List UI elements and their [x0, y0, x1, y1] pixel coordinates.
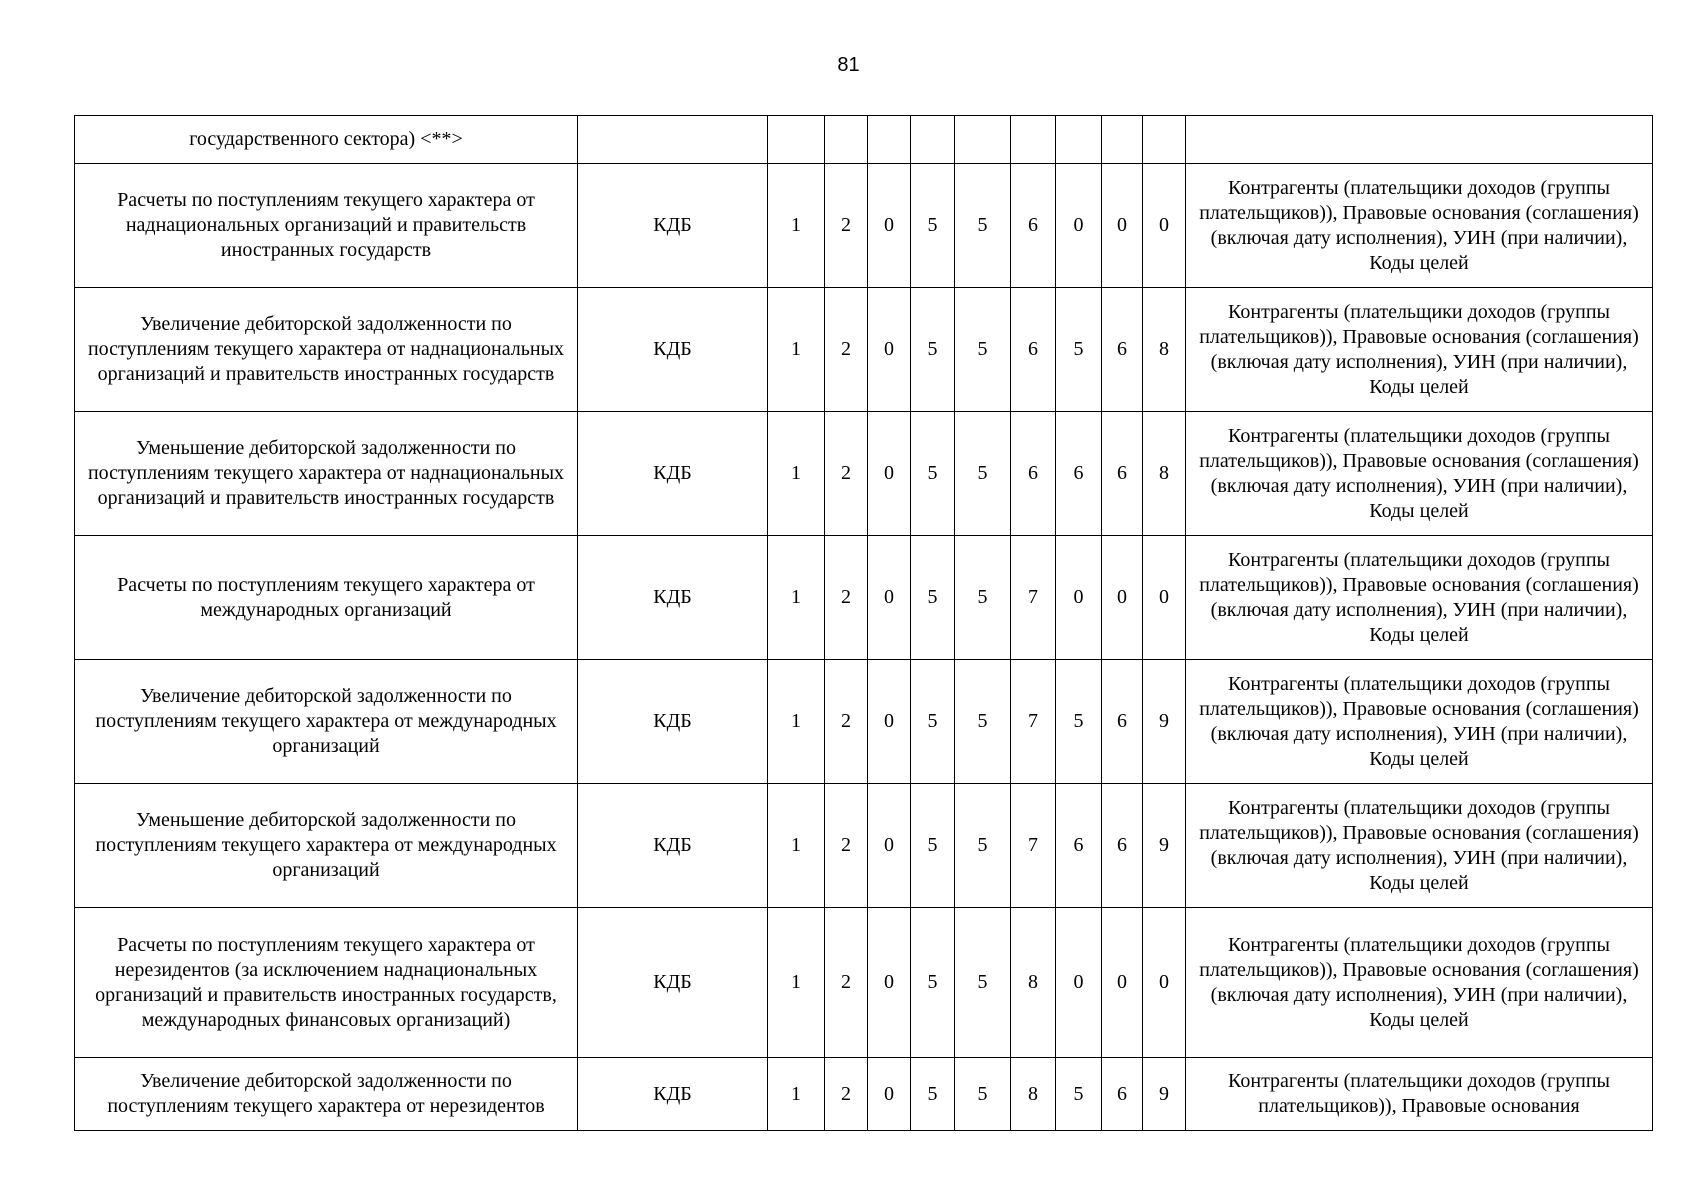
account-code-digit: 1 — [768, 412, 825, 536]
account-code-digit: 5 — [955, 1058, 1011, 1131]
account-code-digit: 5 — [955, 784, 1011, 908]
account-code-digit: 2 — [825, 288, 868, 412]
account-code-digit: 5 — [955, 412, 1011, 536]
account-code-digit: 6 — [1056, 412, 1102, 536]
table-row — [75, 288, 1653, 412]
account-code-digit: 5 — [911, 412, 955, 536]
row-description: Увеличение дебиторской задолженности по поступлениям текущего характера от международных организаций — [75, 660, 578, 784]
table-row — [75, 660, 1653, 784]
row-attributes: Контрагенты (плательщики доходов (группы плательщиков)), Правовые основания (соглашения) (включая дату исполнения), УИН (при наличии), Коды целей — [1186, 164, 1653, 288]
row-description: Расчеты по поступлениям текущего характера от наднациональных организаций и правительств иностранных государств — [75, 164, 578, 288]
account-code-digit: 1 — [768, 1058, 825, 1131]
row-attributes: Контрагенты (плательщики доходов (группы плательщиков)), Правовые основания (соглашения) (включая дату исполнения), УИН (при наличии), Коды целей — [1186, 660, 1653, 784]
account-code-digit: 8 — [1011, 1058, 1056, 1131]
table-row — [75, 412, 1653, 536]
account-code-digit: 1 — [768, 908, 825, 1058]
account-code-digit: 1 — [768, 288, 825, 412]
account-code-digit — [955, 116, 1011, 164]
account-code-digit: 0 — [1143, 908, 1186, 1058]
account-code-digit — [825, 116, 868, 164]
account-code-digit: 6 — [1011, 412, 1056, 536]
account-code-digit: 0 — [868, 1058, 911, 1131]
account-code-digit — [911, 116, 955, 164]
account-code-digit: 6 — [1056, 784, 1102, 908]
account-code-digit: 0 — [1102, 908, 1143, 1058]
account-code-digit: 6 — [1102, 1058, 1143, 1131]
account-code-digit: 6 — [1011, 164, 1056, 288]
account-code-digit: 6 — [1102, 660, 1143, 784]
account-code-digit — [1011, 116, 1056, 164]
account-code-digit: 0 — [868, 412, 911, 536]
account-code-digit: 7 — [1011, 660, 1056, 784]
table-row — [75, 164, 1653, 288]
account-code-digit: 0 — [1056, 164, 1102, 288]
row-attributes: Контрагенты (плательщики доходов (группы плательщиков)), Правовые основания (соглашения) (включая дату исполнения), УИН (при наличии), Коды целей — [1186, 536, 1653, 660]
account-code-digit: 5 — [911, 660, 955, 784]
row-attributes: Контрагенты (плательщики доходов (группы плательщиков)), Правовые основания (соглашения) (включая дату исполнения), УИН (при наличии), Коды целей — [1186, 412, 1653, 536]
row-kind: КДБ — [578, 288, 768, 412]
account-code-digit: 7 — [1011, 536, 1056, 660]
account-code-digit: 2 — [825, 164, 868, 288]
account-code-digit: 5 — [1056, 288, 1102, 412]
account-code-digit: 1 — [768, 660, 825, 784]
account-code-digit: 1 — [768, 536, 825, 660]
account-code-digit: 9 — [1143, 784, 1186, 908]
account-code-digit: 0 — [1056, 536, 1102, 660]
account-code-digit — [1102, 116, 1143, 164]
account-code-digit: 2 — [825, 1058, 868, 1131]
row-kind: КДБ — [578, 536, 768, 660]
account-code-digit: 5 — [911, 908, 955, 1058]
account-code-digit: 9 — [1143, 660, 1186, 784]
row-attributes: Контрагенты (плательщики доходов (группы плательщиков)), Правовые основания (соглашения) (включая дату исполнения), УИН (при наличии), Коды целей — [1186, 288, 1653, 412]
account-code-digit: 5 — [1056, 660, 1102, 784]
accounts-table — [74, 115, 1653, 1131]
account-code-digit: 5 — [955, 536, 1011, 660]
row-kind: КДБ — [578, 784, 768, 908]
account-code-digit: 5 — [911, 164, 955, 288]
account-code-digit: 0 — [1143, 164, 1186, 288]
account-code-digit: 0 — [1143, 536, 1186, 660]
account-code-digit: 8 — [1011, 908, 1056, 1058]
row-attributes: Контрагенты (плательщики доходов (группы плательщиков)), Правовые основания (соглашения) (включая дату исполнения), УИН (при наличии), Коды целей — [1186, 784, 1653, 908]
account-code-digit: 2 — [825, 536, 868, 660]
account-code-digit: 2 — [825, 660, 868, 784]
row-kind: КДБ — [578, 660, 768, 784]
row-description: Увеличение дебиторской задолженности по поступлениям текущего характера от наднациональных организаций и правительств иностранных государств — [75, 288, 578, 412]
row-kind: КДБ — [578, 164, 768, 288]
row-attributes: Контрагенты (плательщики доходов (группы плательщиков)), Правовые основания (соглашения) (включая дату исполнения), УИН (при наличии), Коды целей — [1186, 908, 1653, 1058]
account-code-digit: 0 — [868, 784, 911, 908]
account-code-digit: 8 — [1143, 412, 1186, 536]
account-code-digit: 0 — [868, 164, 911, 288]
row-kind: КДБ — [578, 908, 768, 1058]
account-code-digit: 0 — [868, 908, 911, 1058]
account-code-digit: 6 — [1102, 784, 1143, 908]
account-code-digit — [1143, 116, 1186, 164]
account-code-digit: 1 — [768, 164, 825, 288]
account-code-digit: 8 — [1143, 288, 1186, 412]
account-code-digit — [1056, 116, 1102, 164]
account-code-digit: 0 — [868, 288, 911, 412]
account-code-digit: 6 — [1102, 288, 1143, 412]
account-code-digit: 5 — [955, 908, 1011, 1058]
account-code-digit: 0 — [868, 660, 911, 784]
account-code-digit: 0 — [1102, 164, 1143, 288]
row-attributes: Контрагенты (плательщики доходов (группы плательщиков)), Правовые основания — [1186, 1058, 1653, 1131]
account-code-digit — [868, 116, 911, 164]
table-row — [75, 116, 1653, 164]
row-description: государственного сектора) <**> — [75, 116, 578, 164]
row-kind: КДБ — [578, 412, 768, 536]
account-code-digit: 5 — [955, 660, 1011, 784]
account-code-digit: 7 — [1011, 784, 1056, 908]
row-description: Расчеты по поступлениям текущего характера от нерезидентов (за исключением наднациональных организаций и правительств иностранных государств, международных финансовых организаций) — [75, 908, 578, 1058]
page-number: 81 — [837, 54, 860, 76]
account-code-digit: 0 — [1056, 908, 1102, 1058]
account-code-digit: 5 — [955, 164, 1011, 288]
account-code-digit: 5 — [911, 288, 955, 412]
account-code-digit: 6 — [1102, 412, 1143, 536]
account-code-digit: 1 — [768, 784, 825, 908]
row-kind — [578, 116, 768, 164]
account-code-digit: 5 — [911, 536, 955, 660]
row-attributes — [1186, 116, 1653, 164]
account-code-digit: 9 — [1143, 1058, 1186, 1131]
account-code-digit: 2 — [825, 908, 868, 1058]
table-row — [75, 908, 1653, 1058]
row-kind: КДБ — [578, 1058, 768, 1131]
row-description: Уменьшение дебиторской задолженности по поступлениям текущего характера от наднациональных организаций и правительств иностранных государств — [75, 412, 578, 536]
row-description: Уменьшение дебиторской задолженности по поступлениям текущего характера от международных организаций — [75, 784, 578, 908]
account-code-digit — [768, 116, 825, 164]
table-row — [75, 784, 1653, 908]
account-code-digit: 5 — [1056, 1058, 1102, 1131]
account-code-digit: 0 — [868, 536, 911, 660]
account-code-digit: 0 — [1102, 536, 1143, 660]
account-code-digit: 2 — [825, 784, 868, 908]
account-code-digit: 5 — [911, 784, 955, 908]
row-description: Увеличение дебиторской задолженности по поступлениям текущего характера от нерезидентов — [75, 1058, 578, 1131]
row-description: Расчеты по поступлениям текущего характера от международных организаций — [75, 536, 578, 660]
account-code-digit: 5 — [955, 288, 1011, 412]
account-code-digit: 5 — [911, 1058, 955, 1131]
account-code-digit: 2 — [825, 412, 868, 536]
table-row — [75, 1058, 1653, 1131]
table-row — [75, 536, 1653, 660]
account-code-digit: 6 — [1011, 288, 1056, 412]
